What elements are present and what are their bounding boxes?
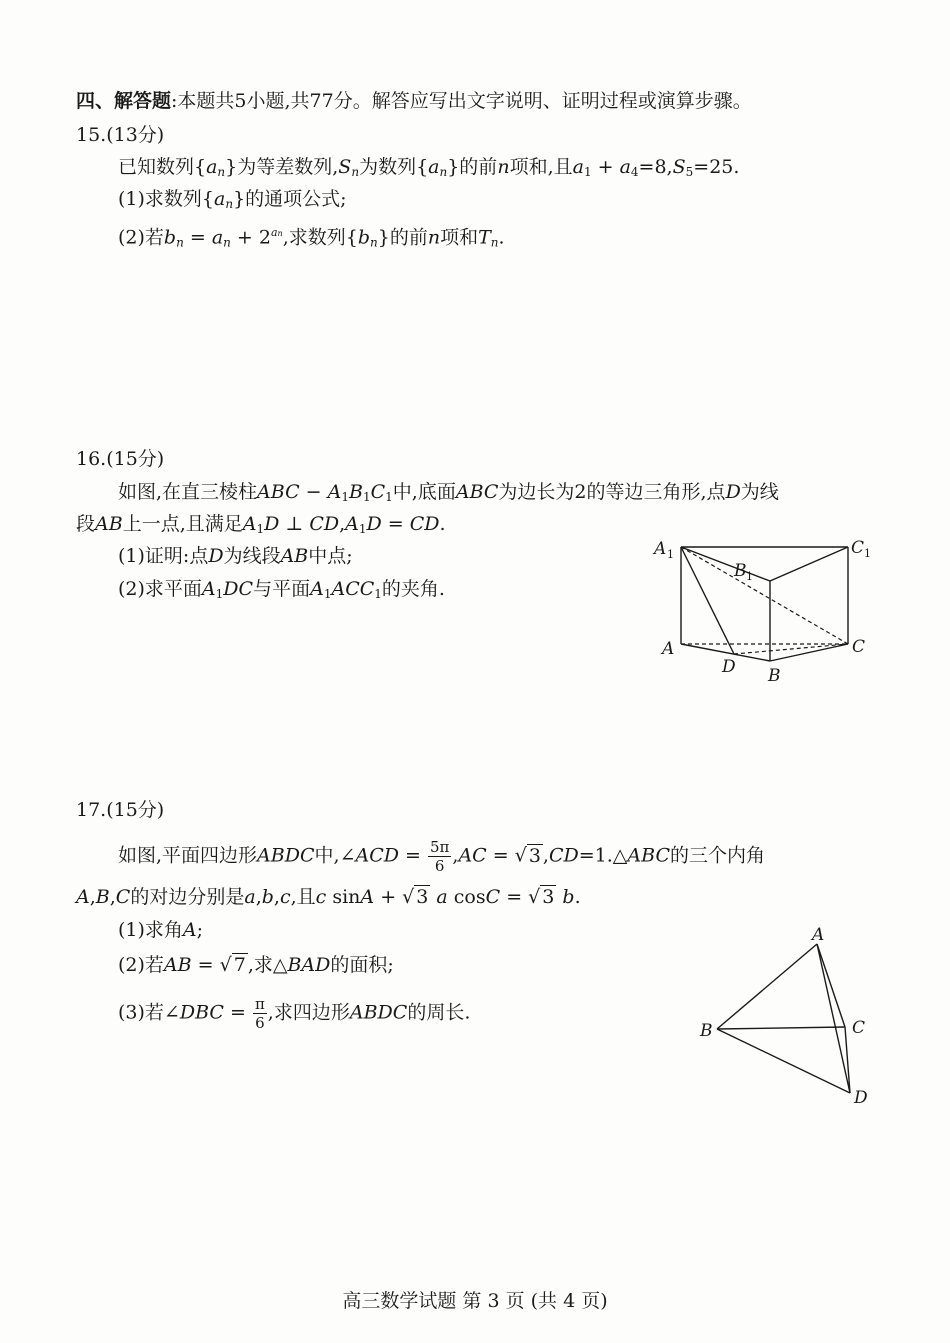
section-instructions: :本题共5小题,共77分。解答应写出文字说明、证明过程或演算步骤。 (171, 90, 752, 112)
q17-part1: (1)求角A; (118, 919, 204, 941)
q15-header: 15.(13分) (76, 124, 165, 146)
prism-figure (650, 530, 890, 690)
q16-stem-line2: 段AB上一点,且满足$A_1D$ ⊥ $CD,A_1D$ = CD. (76, 513, 446, 536)
q16-part2: (2)求平面$A_1DC$与平面$A_1ACC_1$的夹角. (118, 578, 445, 601)
q15-stem: 已知数列$\{a_n\}$为等差数列$,S_n$为数列$\{a_n\}$的前n项和,且$a_1 + a_4=8,S_5=25$. (118, 156, 740, 179)
q16-part1: (1)证明:点D为线段AB中点; (118, 545, 353, 567)
q16-header: 16.(15分) (76, 448, 165, 470)
label-a: A (812, 925, 825, 945)
quadrilateral-figure (695, 920, 885, 1115)
q17-header: 17.(15分) (76, 799, 165, 821)
label-b1: B (734, 561, 747, 581)
q17-part3: (3)若∠DBC = $\frac{\pi}{6}$ ,求四边形ABDC的周长. (118, 995, 471, 1032)
label-b: B (768, 666, 781, 686)
label-a1: A (654, 539, 667, 559)
section-title: 四、解答题 (76, 90, 172, 112)
label-c: C (852, 637, 866, 657)
label-a: A (662, 639, 675, 659)
svg-text:1: 1 (746, 570, 753, 583)
label-d: D (722, 657, 736, 677)
page-footer: 高三数学试题 第 3 页 (共 4 页) (342, 1290, 608, 1312)
q17-part2: (2)若AB = √ 7 ,求△BAD的面积; (118, 954, 394, 976)
q15-part2: (2)若$b_n = a_n + 2^{an}$,求数列$\{b_n\}$的前n项和$T_n$. (118, 226, 505, 250)
label-d: D (854, 1088, 868, 1108)
q17-stem-line2: A,B,C的对边分别是a,b,c,且c sinA + √ 3 a cosC = √ 3 b. (76, 886, 581, 908)
q17-stem-line1: 如图,平面四边形ABDC中,∠ACD = $\frac{5\pi}{6}$ ,AC = √ 3 ,CD=1.△ABC的三个内角 (118, 838, 765, 875)
svg-text:1: 1 (667, 548, 674, 561)
label-c: C (852, 1018, 866, 1038)
label-b: B (700, 1021, 713, 1041)
label-c1: C (851, 538, 865, 558)
section-header (76, 88, 752, 114)
svg-text:1: 1 (864, 547, 871, 560)
q16-stem-line1: 如图,在直三棱柱ABC − $A_1B_1C_1$中,底面ABC为边长为2的等边三角形,点D为线 (118, 481, 779, 504)
q15-part1: (1)求数列$\{a_n\}$的通项公式; (118, 188, 347, 211)
